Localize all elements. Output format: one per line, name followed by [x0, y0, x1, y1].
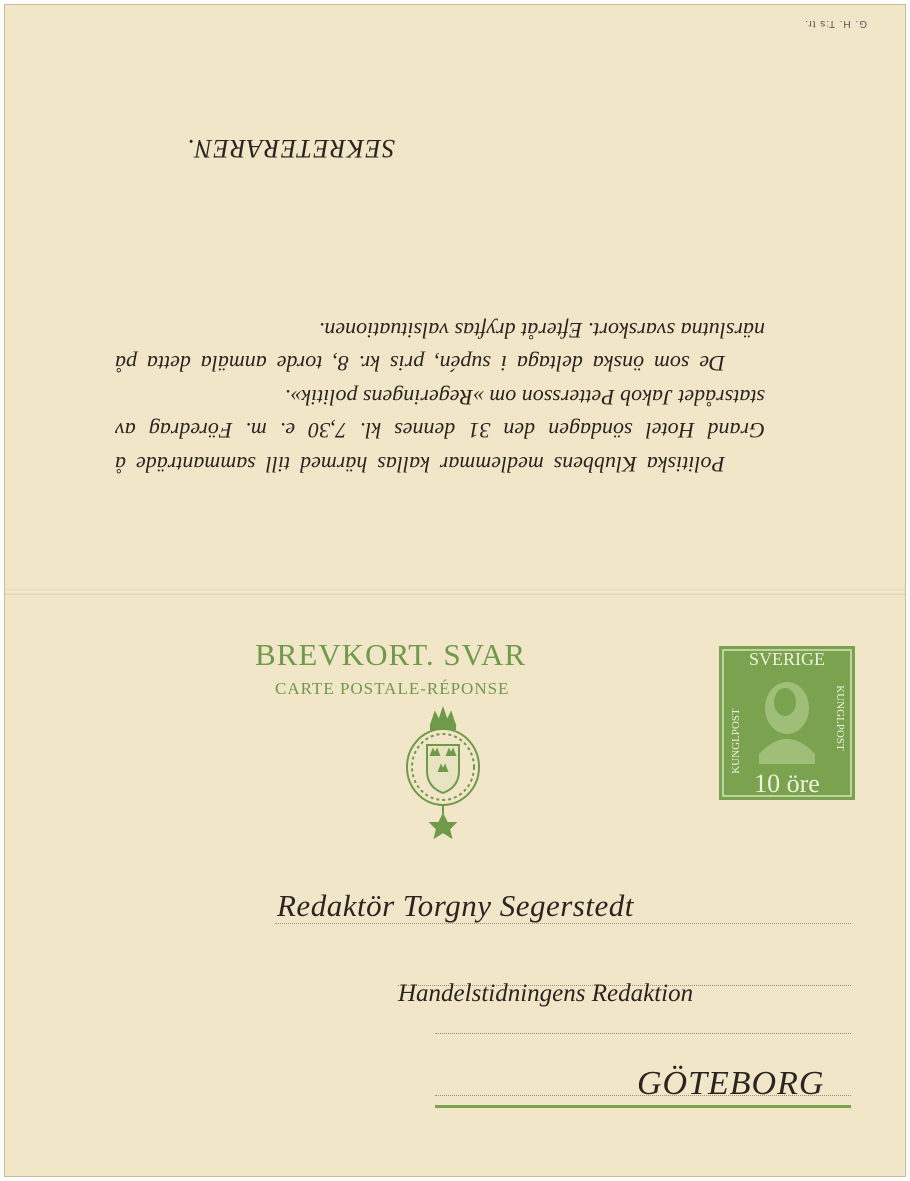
stamp-side-text-right: KUNGLPOST: [834, 685, 846, 751]
postage-stamp: [719, 646, 855, 800]
fold-line: [5, 589, 905, 595]
address-rule-1: [275, 923, 851, 924]
coat-of-arms-icon: [397, 705, 489, 841]
card-subtitle: CARTE POSTALE-RÉPONSE: [275, 679, 510, 698]
letter-paragraph-1: Politiska Klubbens medlemmar kallas härmed till sammanträde å Grand Hotel söndagen den 31 dennes kl. 7,30 e. m. Föredrag av statsrådet Jakob Pettersson om »Regeringens politik».: [115, 385, 765, 477]
card-title: BREVKORT. SVAR: [255, 637, 527, 672]
address-underline: [435, 1105, 851, 1108]
address-line-3: GÖTEBORG: [637, 1065, 825, 1102]
letter-paragraph-2: De som önska deltaga i supén, pris kr. 8, torde anmäla detta på närslutna svarskort. Efteråt dryftas valsituationen.: [115, 318, 765, 377]
stamp-side-text-left: KUNGLPOST: [730, 708, 742, 774]
printer-mark: G. H. T:s tr.: [804, 18, 867, 29]
stamp-value: 10 öre: [754, 769, 820, 798]
postcard: [4, 4, 906, 1177]
address-line-1: Redaktör Torgny Segerstedt: [277, 888, 634, 923]
address-line-2: Handelstidningens Redaktion: [398, 980, 694, 1007]
invitation-letter: [115, 314, 765, 482]
address-rule-3: [435, 1033, 851, 1034]
stamp-country: SVERIGE: [749, 649, 825, 669]
reply-half-upside-down: [5, 5, 905, 589]
signature: SEKRETERAREN.: [186, 134, 395, 163]
